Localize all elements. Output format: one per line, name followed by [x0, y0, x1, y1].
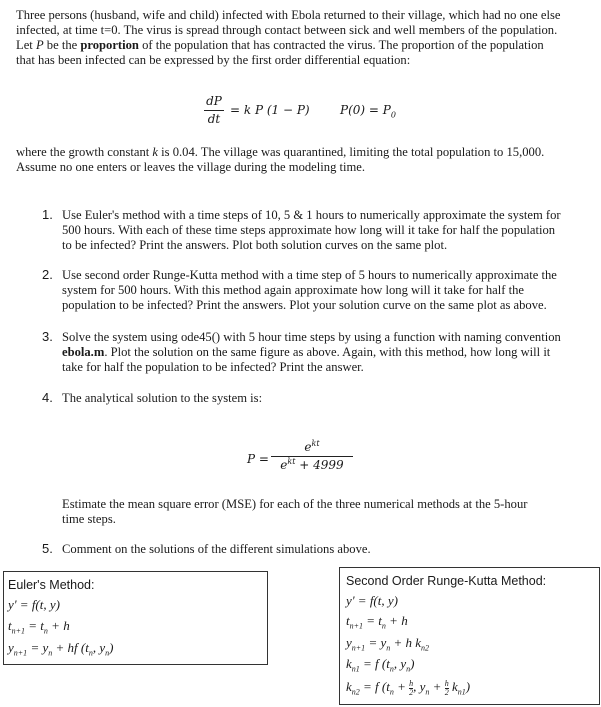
euler-box-title: Euler's Method:: [8, 578, 95, 592]
rk-formula-3: [346, 635, 430, 653]
fraction-denominator: dt: [207, 112, 221, 126]
rk-f5-sub1: n2: [351, 687, 360, 697]
item-3-number: 3.: [42, 329, 53, 344]
item-2-text: [62, 268, 590, 313]
analytical-fraction-bar: [271, 456, 353, 457]
analytical-den-exp: kt: [287, 457, 296, 466]
euler-method-box: [3, 571, 268, 665]
rk-f4-sub1: n1: [351, 664, 360, 674]
item-2-line-1: Use second order Runge-Kutta method with a time step of 5 hours to numerically approximate the: [62, 268, 557, 282]
rk-box-title: Second Order Runge-Kutta Method:: [346, 574, 547, 588]
item-4-number: 4.: [42, 390, 53, 405]
rk-f5-two: 2: [409, 687, 414, 697]
initial-condition-text: P(0) = P: [340, 103, 391, 117]
rk-f5-f: k: [448, 679, 458, 694]
item-1-number: 1.: [42, 207, 53, 222]
rk-f3-sub3: n2: [421, 643, 430, 653]
rk-f2-c: + h: [385, 613, 408, 628]
intro-line-2: infected, at time t=0. The virus is spread through contact between sick and well members of the population.: [16, 23, 558, 37]
euler-f2-sub1: n+1: [11, 626, 26, 636]
rk-f2-sub1: n+1: [349, 621, 364, 631]
rk-f2-a: t: [346, 613, 350, 628]
analytical-solution: [247, 440, 367, 480]
euler-f3-d: , y: [92, 640, 106, 655]
analytical-denominator: [271, 458, 353, 473]
item-2-line-3: population to be infected? Print the answers. Plot your solution curve on the same plot as above.: [62, 298, 547, 312]
rk-f5-h: h: [409, 678, 414, 688]
euler-f2-b: = t: [25, 618, 44, 633]
growth-variable-k: k: [152, 145, 158, 159]
rk-formula-5: [346, 679, 470, 697]
equation-rhs: = k P (1 − P): [230, 103, 310, 117]
euler-formula-2: [8, 618, 70, 636]
growth-line-1-pre: where the growth constant: [16, 145, 153, 159]
intro-paragraph: [16, 8, 592, 68]
rk-f5-sub2: n: [389, 687, 394, 697]
mse-line-1: Estimate the mean square error (MSE) for each of the three numerical methods at the 5-hour: [62, 497, 528, 511]
intro-line-3-pre: Let: [16, 38, 36, 52]
rk-f5-sub4: n1: [457, 687, 466, 697]
euler-f3-sub4: n: [105, 648, 110, 658]
euler-f2-a: t: [8, 618, 12, 633]
item-1-line-3: to be infected? Print the answers. Plot both solution curves on the same plot.: [62, 238, 448, 252]
euler-formula-1: y' = f(t, y): [8, 597, 60, 612]
rk-f2-sub2: n: [381, 621, 386, 631]
intro-line-3-mid: be the: [43, 38, 81, 52]
rk-f2-b: = t: [363, 613, 382, 628]
euler-f3-c: + hf (t: [52, 640, 89, 655]
rk-f3-a: y: [346, 635, 352, 650]
intro-line-4: that has been infected can be expressed by the first order differential equation:: [16, 53, 411, 67]
euler-f3-sub2: n: [48, 648, 53, 658]
rk-f4-a: k: [346, 656, 352, 671]
item-3-line-2: [62, 345, 590, 360]
rk-f4-sub3: n: [406, 664, 411, 674]
item-3-text: [62, 330, 590, 375]
rk-f3-sub1: n+1: [351, 643, 366, 653]
rk-f5-h2: h: [444, 678, 449, 688]
runge-kutta-box: [339, 567, 600, 705]
rk-f4-d: ): [410, 656, 415, 671]
euler-f2-c: + h: [47, 618, 70, 633]
growth-line-2: Assume no one enters or leaves the village during the modeling time.: [16, 160, 366, 174]
rk-f4-sub2: n: [389, 664, 394, 674]
rk-f5-two-b: 2: [444, 687, 449, 697]
item-3-line-3: take for half the population to be infected? Print the answer.: [62, 360, 364, 374]
rk-formula-2: [346, 613, 408, 631]
euler-f3-e: ): [109, 640, 114, 655]
analytical-num-exp: kt: [311, 439, 320, 448]
item-5-text: Comment on the solutions of the different simulations above.: [62, 542, 371, 556]
item-1-text: [62, 208, 590, 253]
mse-paragraph: [62, 497, 590, 527]
rk-f5-a: k: [346, 679, 352, 694]
differential-equation: [204, 94, 464, 130]
item-2-line-2: system for 500 hours. With this method again approximate how long will it take for half the: [62, 283, 524, 297]
growth-line-1-post: is 0.04. The village was quarantined, limiting the total population to 15,000.: [158, 145, 545, 159]
rk-f5-c: +: [393, 679, 410, 694]
analytical-lhs: P =: [247, 452, 269, 466]
analytical-num-e: e: [304, 440, 312, 454]
rk-f5-g: ): [465, 679, 471, 694]
item-4-text: The analytical solution to the system is:: [62, 391, 263, 405]
mse-line-2: time steps.: [62, 512, 116, 526]
rk-f4-c: , y: [393, 656, 407, 671]
rk-f5-e: +: [429, 679, 445, 694]
rk-f4-b: = f (t: [359, 656, 390, 671]
rk-f5-d: , y: [413, 679, 426, 694]
growth-line-1: [16, 145, 592, 160]
fraction-numerator: dP: [206, 94, 222, 108]
item-3-line-2-rest: . Plot the solution on the same figure as above. Again, with this method, how long will it: [104, 345, 551, 359]
initial-condition-sub: 0: [390, 110, 396, 120]
item-1-line-1: Use Euler's method with a time steps of 10, 5 & 1 hours to numerically approximate the system for: [62, 208, 561, 222]
item-2-number: 2.: [42, 267, 53, 282]
initial-condition: [340, 103, 396, 118]
rk-f3-sub2: n: [386, 643, 391, 653]
ebola-m-filename: ebola.m: [62, 345, 105, 359]
euler-f3-sub1: n+1: [13, 648, 28, 658]
item-3-line-1: Solve the system using ode45() with 5 hour time steps by using a function with naming convention: [62, 330, 561, 344]
item-5-number: 5.: [42, 541, 53, 556]
analytical-den-e: e: [280, 458, 288, 472]
rk-f3-b: = y: [365, 635, 387, 650]
fraction-bar: [204, 110, 224, 111]
euler-f2-sub2: n: [43, 626, 48, 636]
analytical-den-rest: + 4999: [295, 458, 344, 472]
intro-bold-proportion: proportion: [80, 38, 139, 52]
euler-formula-3: [8, 640, 114, 658]
intro-line-3: [16, 38, 592, 53]
rk-f3-c: + h k: [390, 635, 422, 650]
growth-paragraph: [16, 145, 592, 175]
analytical-fraction: [271, 440, 353, 473]
intro-line-1: Three persons (husband, wife and child) infected with Ebola returned to their village, which had no one else: [16, 8, 561, 22]
item-1-line-2: 500 hours. With each of these time steps approximate how long will it take for half the population: [62, 223, 556, 237]
rk-f5-sub3: n: [425, 687, 430, 697]
euler-f3-a: y: [8, 640, 14, 655]
intro-line-3-post: of the population that has contracted the virus. The proportion of the population: [138, 38, 544, 52]
analytical-numerator: [271, 440, 353, 455]
rk-f5-b: = f (t: [359, 679, 390, 694]
intro-variable-p: P: [35, 38, 44, 52]
dp-dt-fraction: [204, 94, 224, 127]
rk-formula-4: [346, 656, 415, 674]
rk-formula-1: y' = f(t, y): [346, 593, 398, 608]
euler-f3-b: = y: [27, 640, 49, 655]
euler-f3-sub3: n: [88, 648, 93, 658]
